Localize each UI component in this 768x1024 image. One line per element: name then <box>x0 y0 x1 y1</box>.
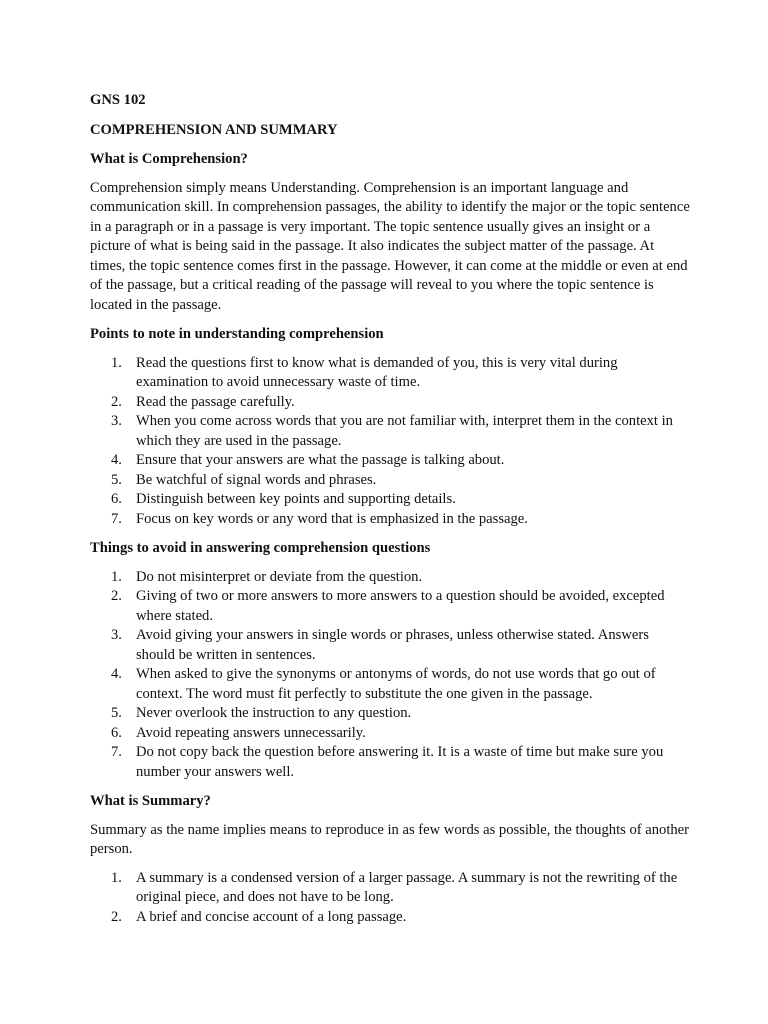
list-item-number: 1. <box>111 869 122 886</box>
list-item-text: A summary is a condensed version of a larger passage. A summary is not the rewriting of the original piece, and does not have to be long. <box>136 869 678 905</box>
section-title-points-to-note: Points to note in understanding comprehension <box>90 326 384 342</box>
list-item-text: Do not misinterpret or deviate from the question. <box>136 568 423 585</box>
list-item-text: Read the questions first to know what is demanded of you, this is very vital during examination to avoid unnecessary waste of time. <box>136 354 618 390</box>
course-code: GNS 102 <box>90 92 146 108</box>
list-item <box>90 724 690 744</box>
list-item-text: Read the passage carefully. <box>136 393 295 410</box>
list-item <box>90 354 690 393</box>
list-item-number: 1. <box>111 568 122 585</box>
list-item-text: Ensure that your answers are what the passage is talking about. <box>136 452 505 468</box>
list-item-text: Distinguish between key points and supporting details. <box>136 491 456 507</box>
list-item-text: Avoid repeating answers unnecessarily. <box>136 724 366 741</box>
list-item-text: Focus on key words or any word that is emphasized in the passage. <box>136 510 528 527</box>
list-item-number: 5. <box>111 705 122 721</box>
list-item-text: A brief and concise account of a long passage. <box>136 908 407 925</box>
list-item <box>90 743 690 782</box>
list-item-number: 1. <box>111 354 122 371</box>
list-item <box>90 869 690 908</box>
list-item <box>90 510 690 530</box>
list-item-number: 4. <box>111 452 122 468</box>
summary-paragraph: Summary as the name implies means to reproduce in as few words as possible, the thoughts of another person. <box>90 821 690 857</box>
list-item-text: When you come across words that you are not familiar with, interpret them in the context in which they are used in the passage. <box>136 413 673 449</box>
course-title: COMPREHENSION AND SUMMARY <box>90 121 338 138</box>
list-item <box>90 451 690 471</box>
things-to-avoid-list <box>90 568 690 783</box>
list-item-number: 2. <box>111 588 122 604</box>
list-item-number: 3. <box>111 413 122 429</box>
list-item <box>90 393 690 413</box>
comprehension-paragraph: Comprehension simply means Understanding. Comprehension is an important language and communication skill. In comprehension passages, the ability to identify the major or the topic sentence in a paragraph or in a passage is very important. The topic sentence usually gives an insight or a picture of what is being said in the passage. It also indicates the subject matter of the passage. At times, the topic sentence comes first in the passage. However, it can come at the middle or even at end of the passage, but a critical reading of the passage will reveal to you where the topic sentence is located in the passage. <box>90 179 690 313</box>
summary-list <box>90 869 690 928</box>
list-item-text: Giving of two or more answers to more answers to a question should be avoided, excepted where stated. <box>136 588 665 624</box>
list-item <box>90 490 690 510</box>
list-item <box>90 626 690 665</box>
list-item-number: 2. <box>111 393 122 410</box>
list-item <box>90 587 690 626</box>
list-item-number: 7. <box>111 510 122 527</box>
list-item-text: Be watchful of signal words and phrases. <box>136 471 377 488</box>
list-item-text: Avoid giving your answers in single words or phrases, unless otherwise stated. Answers should be written in sentences. <box>136 627 649 663</box>
list-item <box>90 704 690 724</box>
section-title-comprehension: What is Comprehension? <box>90 151 248 167</box>
list-item-number: 6. <box>111 724 122 741</box>
document-page <box>90 91 690 927</box>
list-item-number: 3. <box>111 627 122 643</box>
list-item-text: Do not copy back the question before answering it. It is a waste of time but make sure you number your answers well. <box>136 744 664 780</box>
list-item <box>90 471 690 491</box>
list-item <box>90 665 690 704</box>
list-item-text: When asked to give the synonyms or antonyms of words, do not use words that go out of context. The word must fit perfectly to substitute the one given in the passage. <box>136 666 656 702</box>
section-title-summary: What is Summary? <box>90 793 211 809</box>
list-item-number: 7. <box>111 744 122 760</box>
list-item <box>90 568 690 588</box>
points-to-note-list <box>90 354 690 530</box>
section-title-things-to-avoid: Things to avoid in answering comprehension questions <box>90 540 431 556</box>
list-item <box>90 412 690 451</box>
list-item <box>90 908 690 928</box>
list-item-number: 5. <box>111 471 122 488</box>
list-item-number: 6. <box>111 491 122 507</box>
list-item-number: 2. <box>111 908 122 925</box>
list-item-text: Never overlook the instruction to any question. <box>136 705 412 721</box>
list-item-number: 4. <box>111 666 122 682</box>
